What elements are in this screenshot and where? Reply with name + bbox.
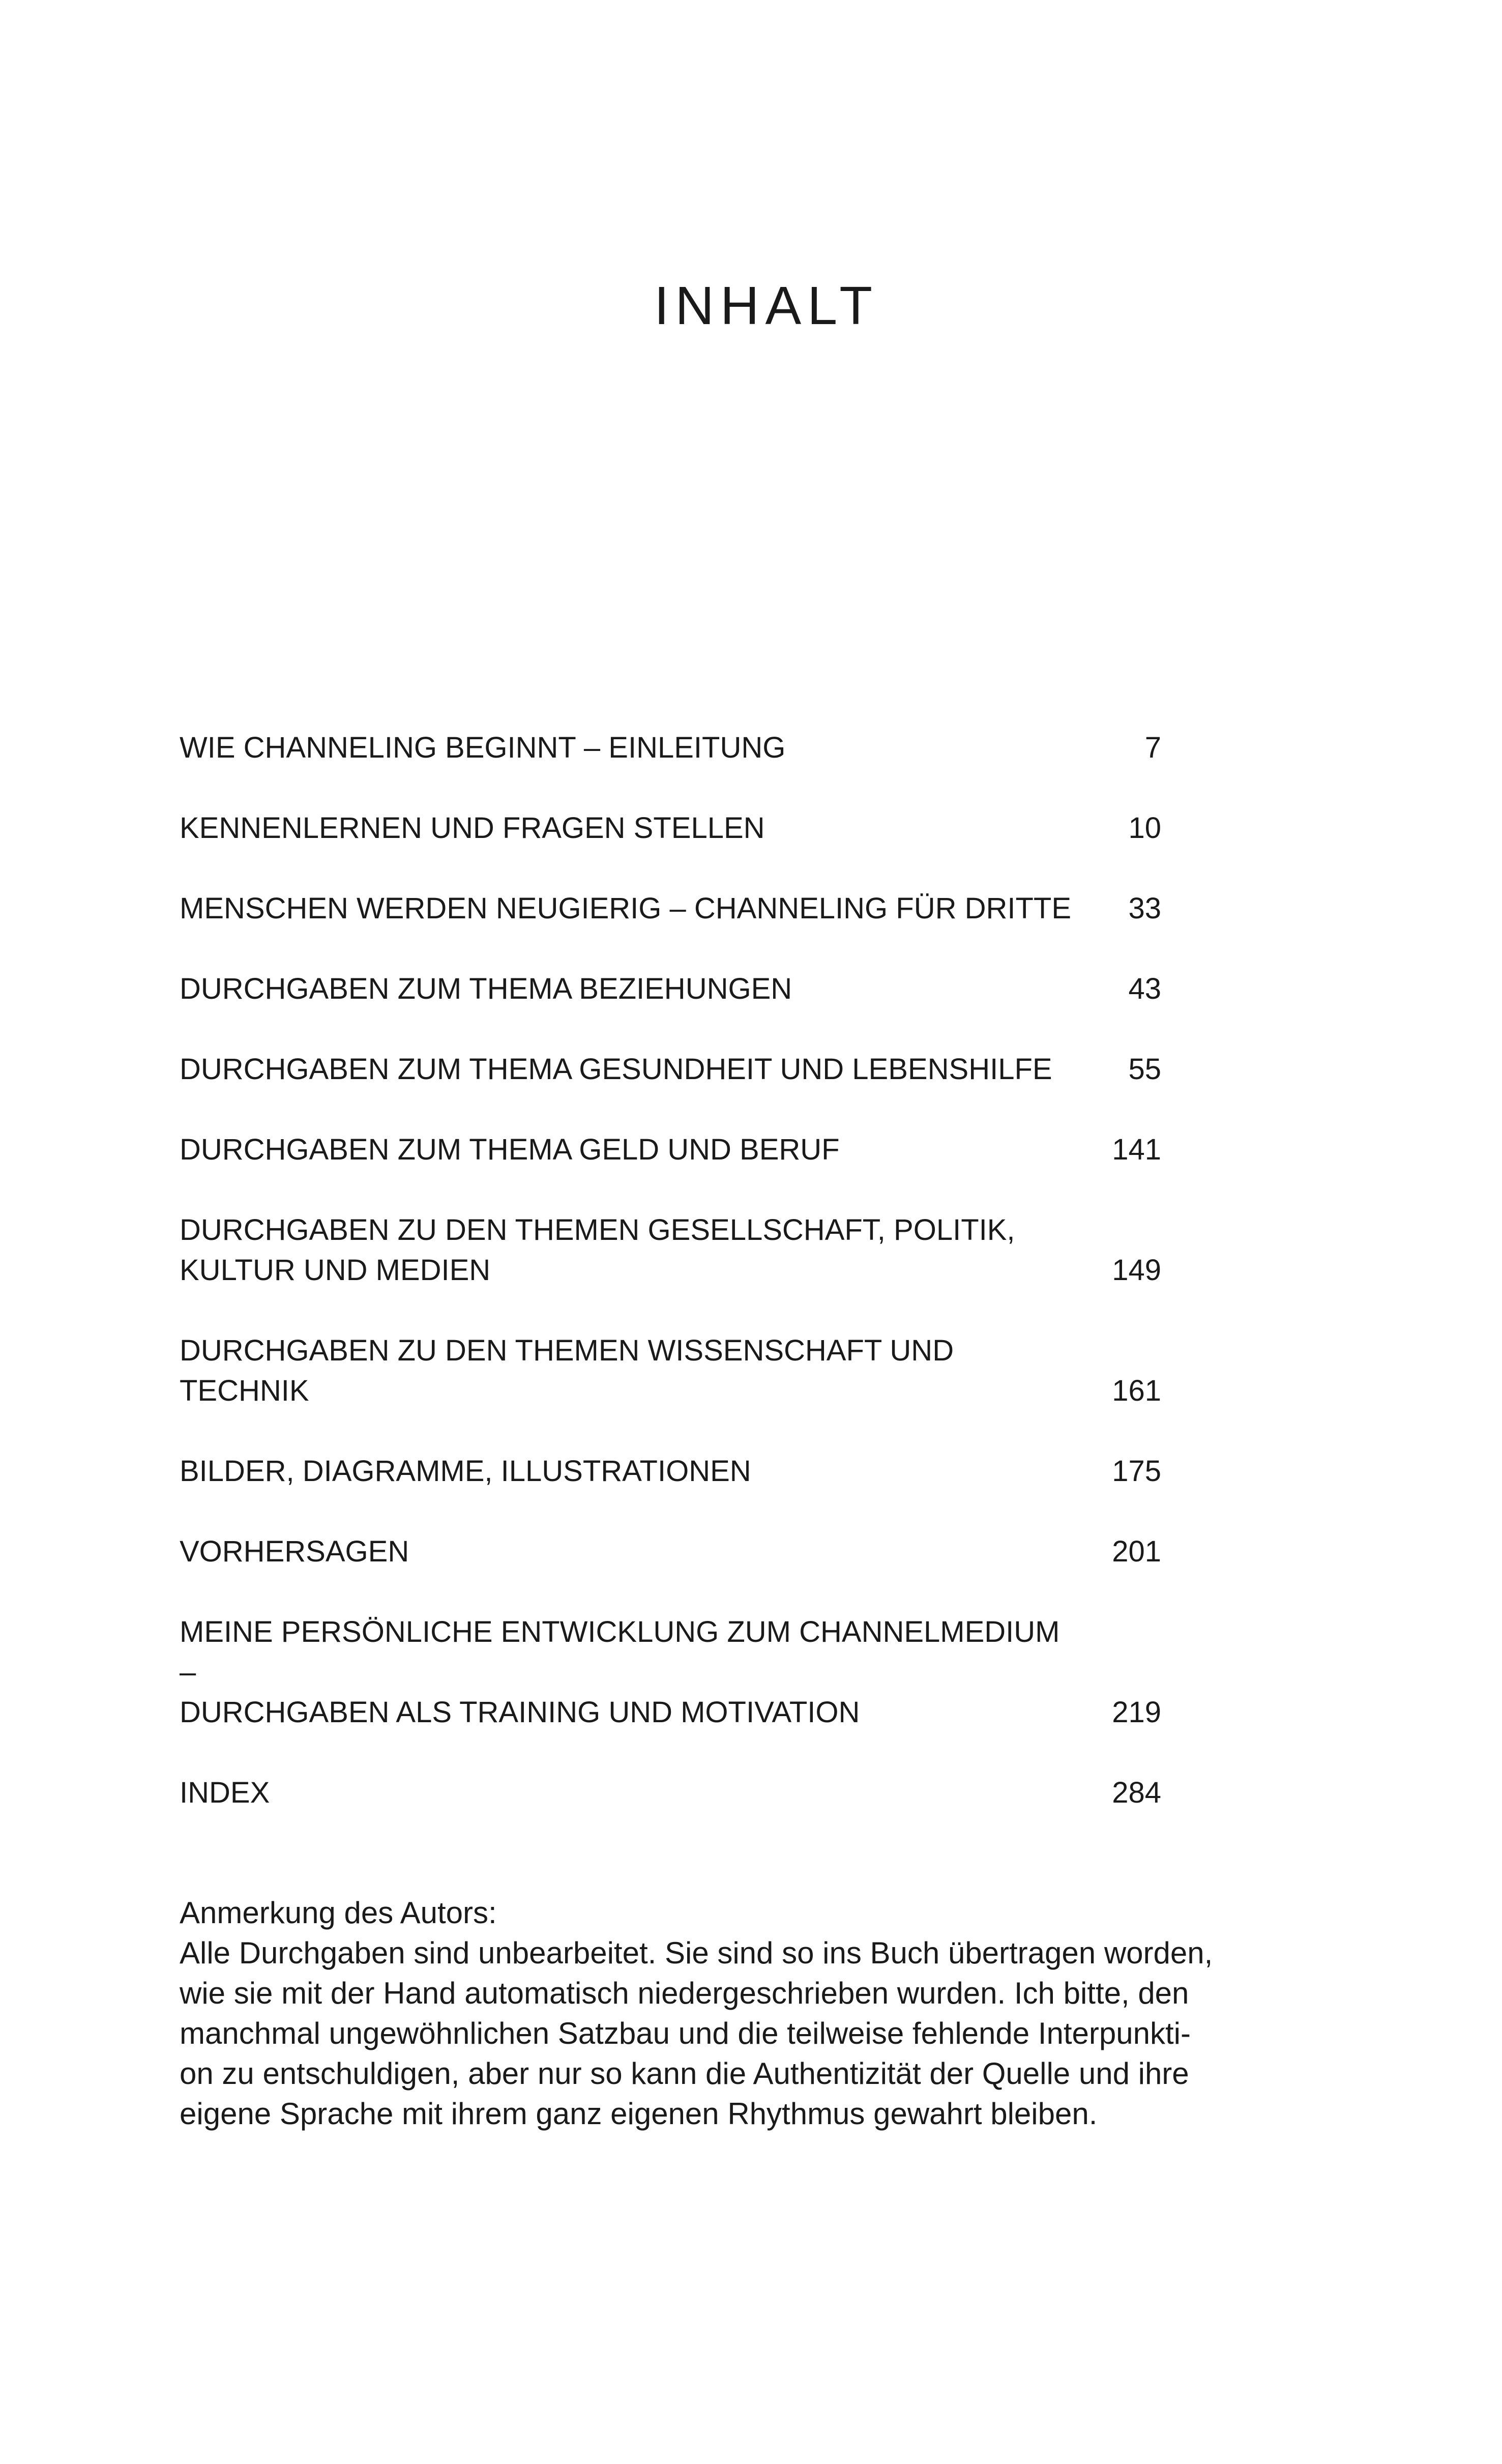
toc-entry-label: KENNENLERNEN UND FRAGEN STELLEN (180, 811, 765, 845)
author-note (180, 1893, 1263, 2134)
toc-entry (180, 728, 1161, 768)
toc-entry-label: DURCHGABEN ZUM THEMA BEZIEHUNGEN (180, 972, 792, 1005)
toc-entry-page-number: 175 (1112, 1455, 1161, 1488)
toc-entry-page-number: 219 (1112, 1696, 1161, 1729)
toc-entry-label: DURCHGABEN ZU DEN THEMEN WISSENSCHAFT UND TECHNIK (180, 1334, 954, 1407)
toc-entry-page-number: 284 (1112, 1776, 1161, 1809)
author-note-heading: Anmerkung des Autors: (180, 1896, 497, 1930)
toc-entry-page-number: 161 (1112, 1374, 1161, 1407)
toc-entry-label: WIE CHANNELING BEGINNT – EINLEITUNG (180, 731, 786, 764)
toc-entry (180, 888, 1161, 929)
toc-entry (180, 1330, 1161, 1411)
toc-entry-label: MENSCHEN WERDEN NEUGIERIG – CHANNELING FÜR DRITTE (180, 892, 1072, 925)
toc-entry-label: DURCHGABEN ZUM THEMA GESUNDHEIT UND LEBENSHILFE (180, 1053, 1052, 1086)
toc-entry-label: MEINE PERSÖNLICHE ENTWICKLUNG ZUM CHANNELMEDIUM – DURCHGABEN ALS TRAINING UND MOTIVATION (180, 1615, 1060, 1729)
toc-entry-page-number: 201 (1112, 1535, 1161, 1568)
toc-entry (180, 969, 1161, 1009)
toc-entry-page-number: 55 (1128, 1053, 1161, 1086)
toc-entry (180, 1049, 1161, 1089)
toc-entry (180, 1612, 1161, 1732)
toc-entry-label: VORHERSAGEN (180, 1535, 409, 1568)
toc-entry (180, 1129, 1161, 1170)
toc-entry-label: DURCHGABEN ZUM THEMA GELD UND BERUF (180, 1133, 840, 1166)
toc-entry-page-number: 10 (1128, 811, 1161, 845)
toc-entry-page-number: 43 (1128, 972, 1161, 1005)
toc-entry-label: BILDER, DIAGRAMME, ILLUSTRATIONEN (180, 1455, 751, 1488)
table-of-contents (180, 728, 1161, 1853)
toc-entry (180, 1451, 1161, 1491)
toc-entry-page-number: 7 (1144, 731, 1161, 764)
toc-entry-page-number: 33 (1128, 892, 1161, 925)
toc-entry-page-number: 141 (1112, 1133, 1161, 1166)
toc-entry-page-number: 149 (1112, 1254, 1161, 1287)
toc-entry (180, 1773, 1161, 1813)
page-title: INHALT (654, 276, 879, 336)
toc-entry-label: INDEX (180, 1776, 270, 1809)
toc-entry (180, 1531, 1161, 1572)
toc-entry-label: DURCHGABEN ZU DEN THEMEN GESELLSCHAFT, POLITIK, KULTUR UND MEDIEN (180, 1213, 1015, 1287)
toc-entry (180, 1210, 1161, 1290)
author-note-body: Alle Durchgaben sind unbearbeitet. Sie sind so ins Buch übertragen worden, wie sie mit der Hand automatisch niedergeschrieben wurden. Ich bitte, den manchmal ungewöhnlichen Satzbau und die teilweise fehlende Interpunkti- on zu entschuldigen, aber nur so kann die Authentizität der Quelle und ihre eigene Sprache mit ihrem ganz eigenen Rhythmus gewahrt bleiben. (180, 1936, 1213, 2131)
toc-entry (180, 808, 1161, 848)
